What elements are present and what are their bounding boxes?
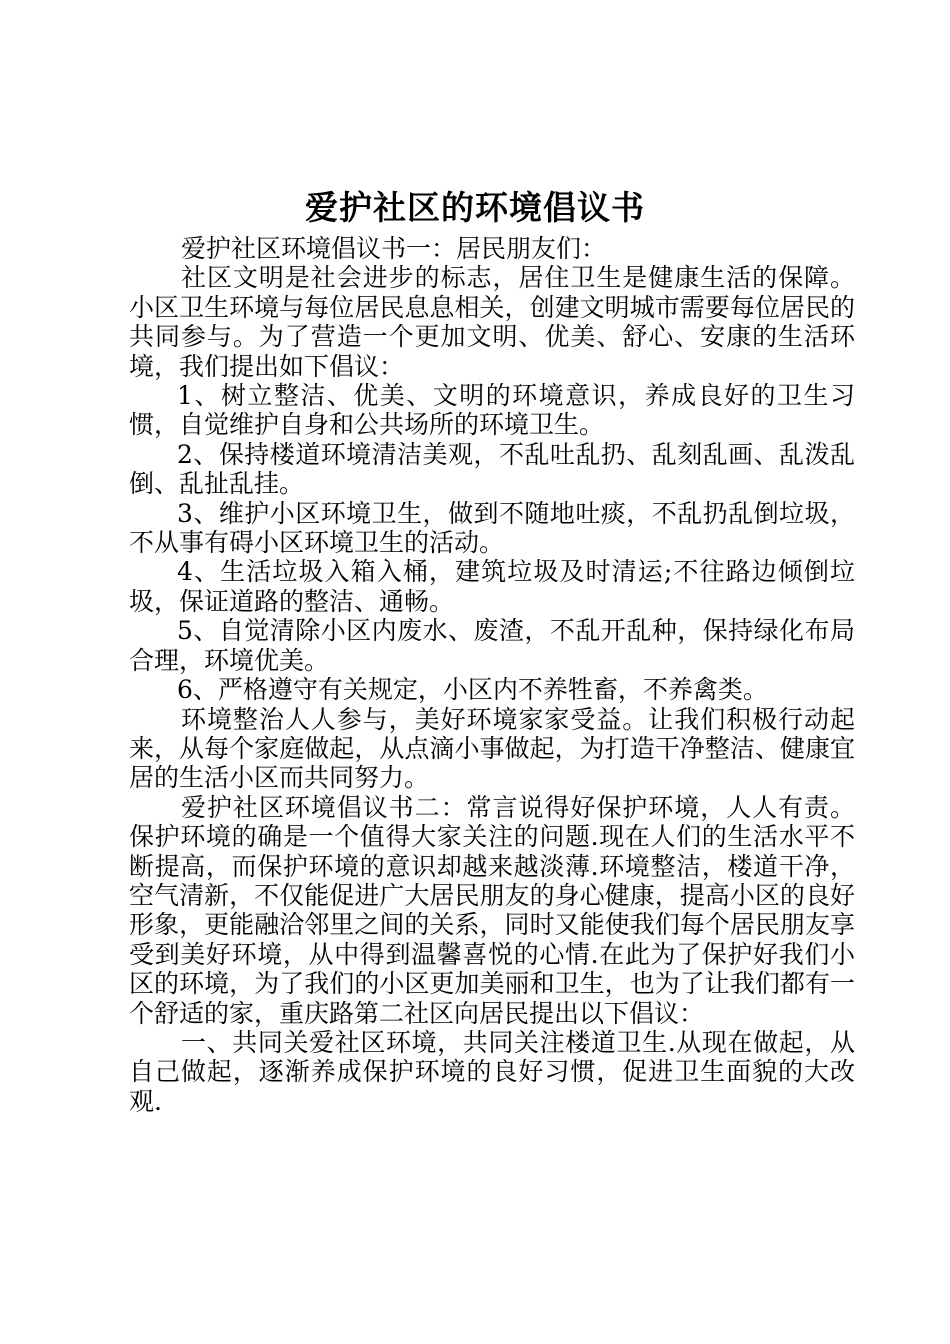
proposal-item-4: 4、生活垃圾入箱入桶，建筑垃圾及时清运;不往路边倾倒垃圾，保证道路的整洁、通畅。 <box>129 557 855 616</box>
closing-paragraph: 环境整治人人参与，美好环境家家受益。让我们积极行动起来，从每个家庭做起，从点滴小事做起，为打造干净整洁、健康宜居的生活小区而共同努力。 <box>129 704 855 793</box>
proposal-item-2: 2、保持楼道环境清洁美观，不乱吐乱扔、乱刻乱画、乱泼乱倒、乱扯乱挂。 <box>129 439 855 499</box>
document-title: 爱护社区的环境倡议书 <box>305 188 645 227</box>
proposal-item-1: 1、树立整洁、优美、文明的环境意识，养成良好的卫生习惯，自觉维护自身和公共场所的环境卫生。 <box>129 381 855 440</box>
greeting-paragraph: 爱护社区环境倡议书一：居民朋友们： <box>181 234 607 263</box>
second-proposal-paragraph: 爱护社区环境倡议书二：常言说得好保护环境，人人有责。保护环境的确是一个值得大家关注的问题.现在人们的生活水平不断提高，而保护环境的意识却越来越淡薄.环境整洁，楼道干净，空气清新，不仅能促进广大居民朋友的身心健康，提高小区的良好形象，更能融洽邻里之间的关系，同时又能使我们每个居民朋友享受到美好环境，从中得到温馨喜悦的心情.在此为了保护好我们小区的环境，为了我们的小区更加美丽和卫生，也为了让我们都有一个舒适的家，重庆路第二社区向居民提出以下倡议： <box>129 792 855 1028</box>
proposal-item-6: 6、严格遵守有关规定，小区内不养牲畜，不养禽类。 <box>177 675 768 705</box>
second-proposal-item-1: 一、共同关爱社区环境，共同关注楼道卫生.从现在做起，从自己做起，逐渐养成保护环境的良好习惯，促进卫生面貌的大改观. <box>129 1027 855 1116</box>
intro-paragraph: 社区文明是社会进步的标志，居住卫生是健康生活的保障。小区卫生环境与每位居民息息相关，创建文明城市需要每位居民的共同参与。为了营造一个更加文明、优美、舒心、安康的生活环境，我们提出如下倡议： <box>129 263 855 381</box>
proposal-item-3: 3、维护小区环境卫生，做到不随地吐痰，不乱扔乱倒垃圾，不从事有碍小区环境卫生的活动。 <box>129 498 855 558</box>
proposal-item-5: 5、自觉清除小区内废水、废渣，不乱开乱种，保持绿化布局合理，环境优美。 <box>129 616 855 675</box>
document-body <box>129 234 855 1116</box>
